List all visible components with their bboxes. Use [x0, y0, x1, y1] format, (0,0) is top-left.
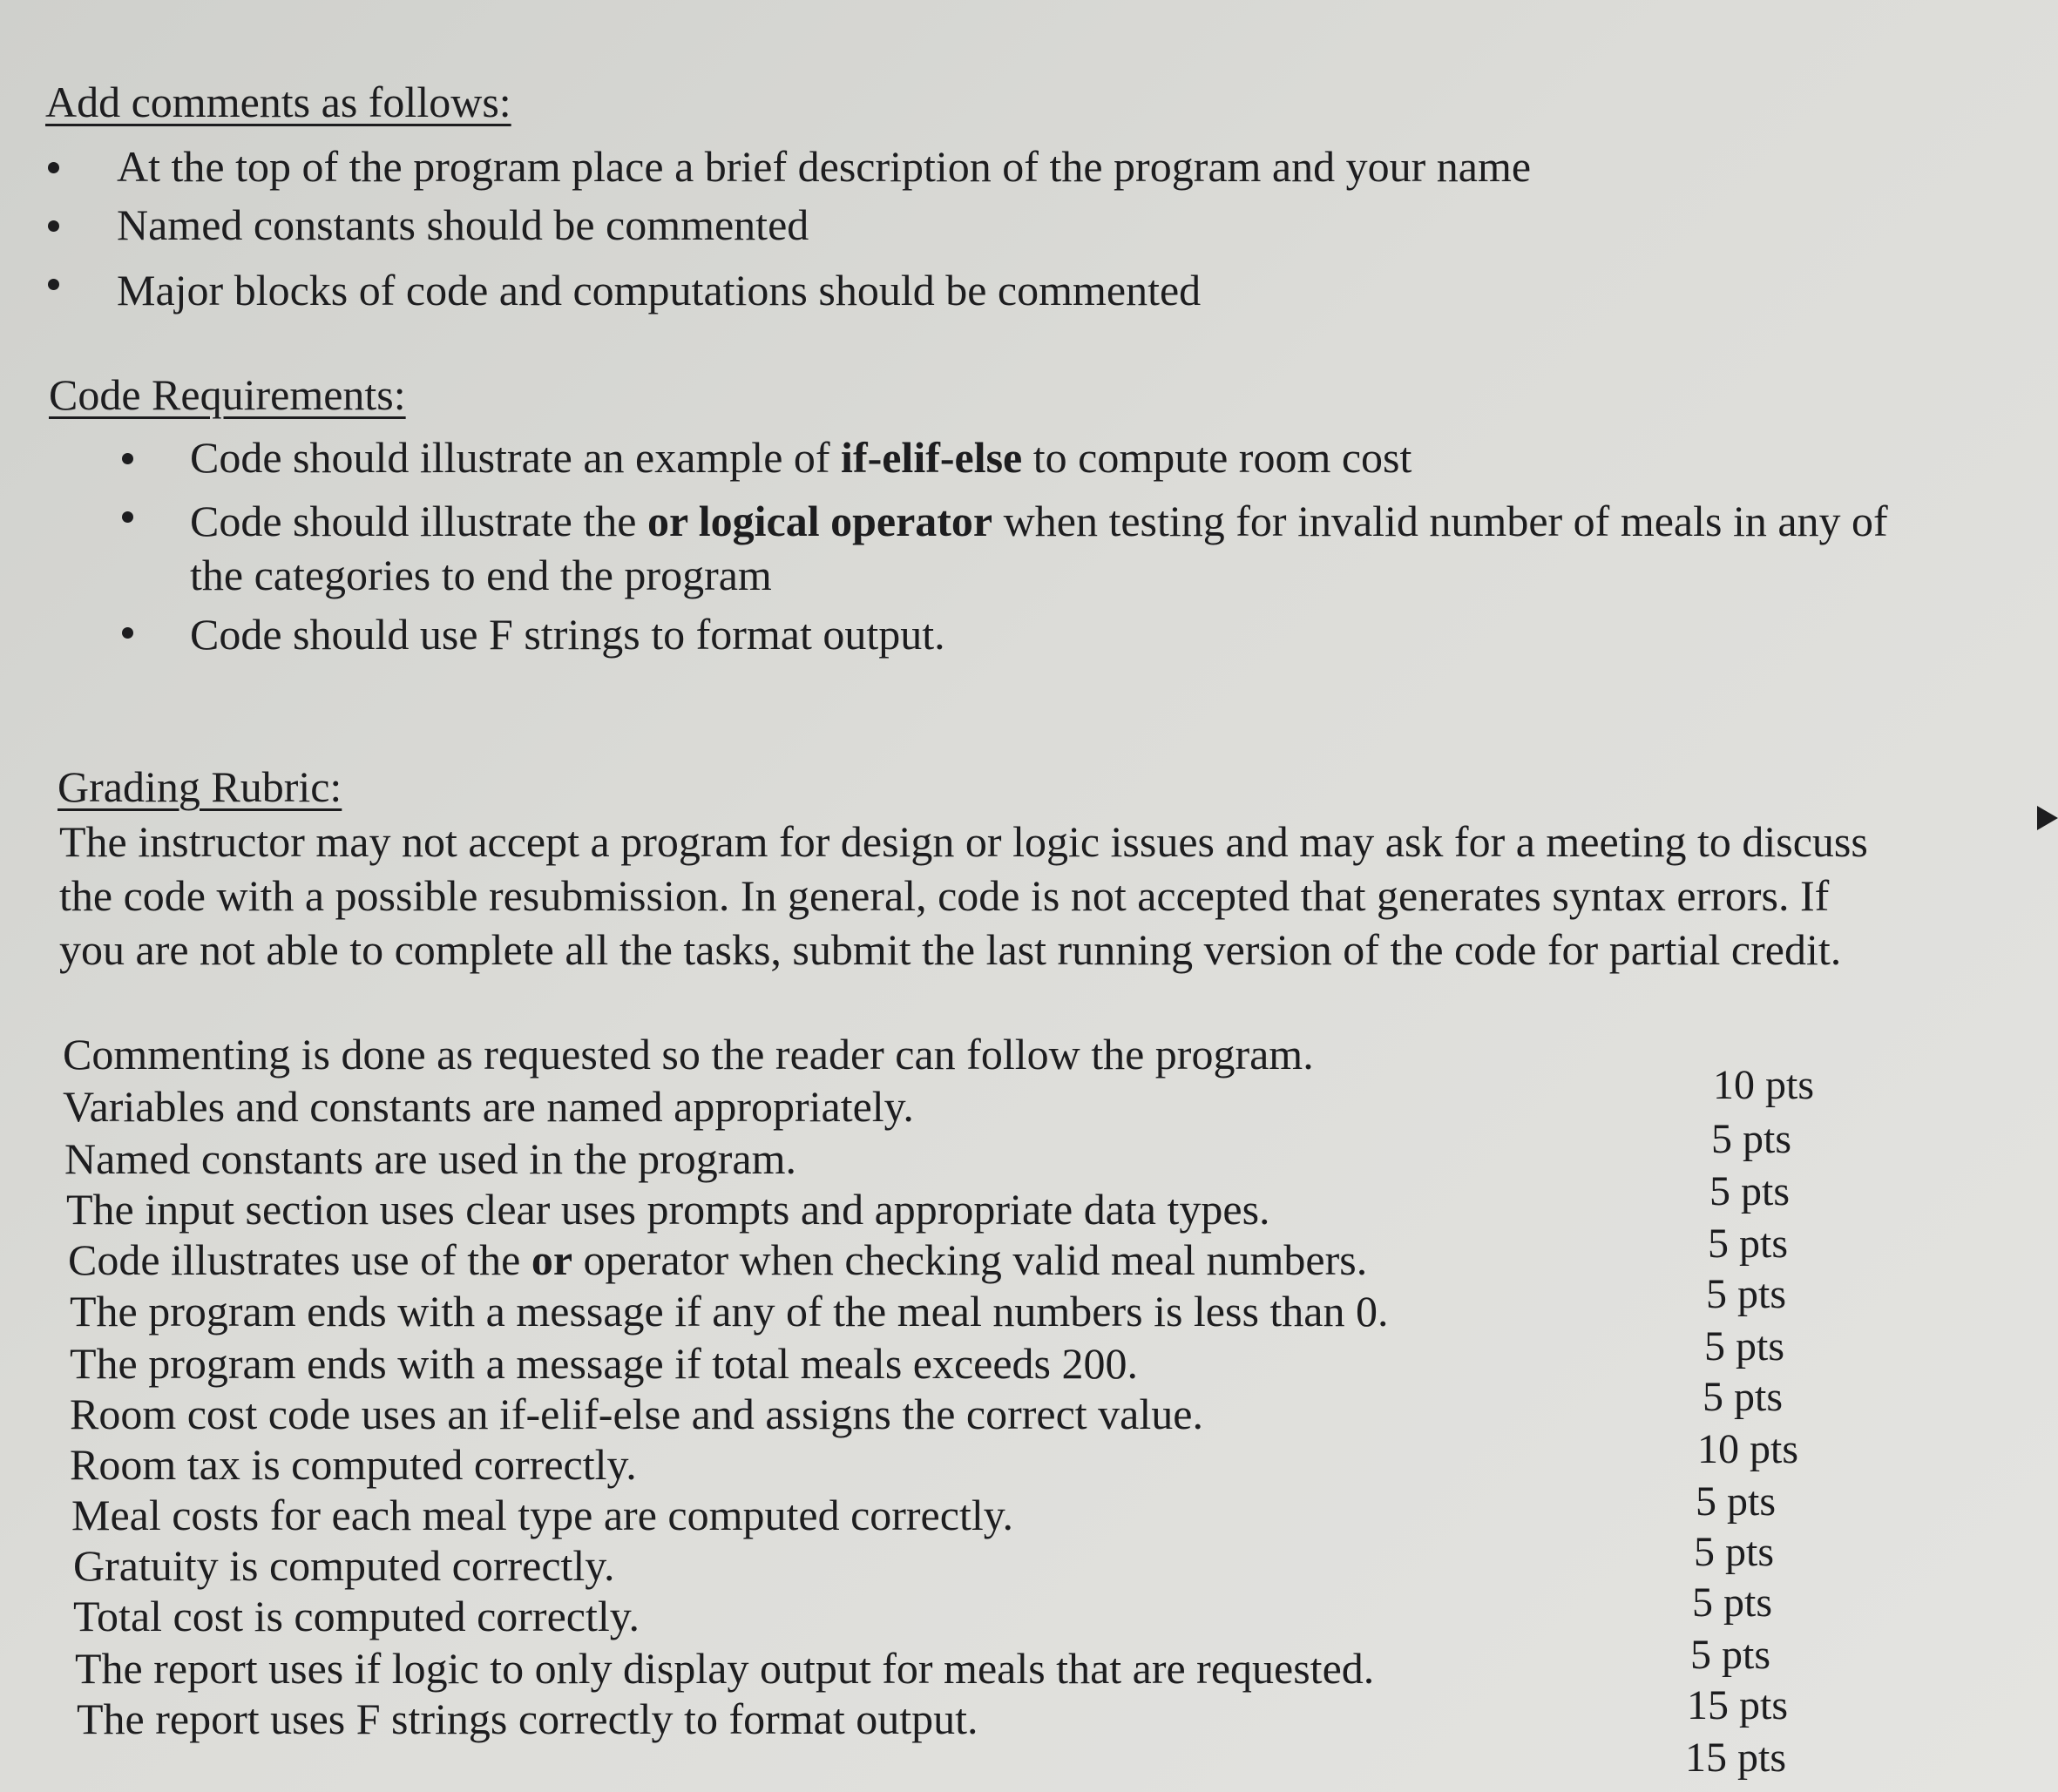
- bullet-icon: [122, 453, 133, 464]
- rubric-criterion: Gratuity is computed correctly.: [73, 1541, 615, 1590]
- rubric-criterion: Commenting is done as requested so the reader can follow the program.: [63, 1030, 1314, 1079]
- criterion-5-text-post: operator when checking valid meal numbers.: [572, 1235, 1368, 1284]
- bullet-icon: [48, 279, 59, 290]
- comments-heading: Add comments as follows:: [45, 78, 511, 126]
- bullet-icon: [122, 511, 133, 523]
- rubric-criterion: The program ends with a message if any of the meal numbers is less than 0.: [70, 1287, 1389, 1336]
- rubric-criterion: Variables and constants are named appropriately.: [63, 1082, 914, 1131]
- bullet-icon: [48, 220, 59, 232]
- rubric-criterion: Named constants are used in the program.: [64, 1134, 797, 1183]
- rubric-criterion-or-operator: [68, 1235, 1368, 1284]
- rubric-points: 5 pts: [1711, 1116, 1792, 1162]
- rubric-paragraph-line-1: The instructor may not accept a program for design or logic issues and may ask for a meeting to discuss: [59, 817, 1868, 866]
- rubric-points: 5 pts: [1706, 1271, 1787, 1317]
- bullet-icon: [48, 162, 59, 173]
- comment-item-3: Major blocks of code and computations should be commented: [117, 266, 1202, 314]
- rubric-points: 5 pts: [1704, 1323, 1785, 1369]
- rubric-criterion: Total cost is computed correctly.: [73, 1592, 640, 1640]
- rubric-criterion: The input section uses clear uses prompts and appropriate data types.: [66, 1185, 1270, 1234]
- rubric-points: 5 pts: [1709, 1168, 1791, 1214]
- comment-item-1: At the top of the program place a brief description of the program and your name: [117, 142, 1532, 191]
- requirement-item-2: [190, 499, 1888, 543]
- rubric-points: 10 pts: [1713, 1062, 1815, 1108]
- requirement-2-text-post: when testing for invalid number of meals in any of: [992, 497, 1888, 545]
- grading-rubric-heading: Grading Rubric:: [58, 762, 342, 811]
- rubric-criterion: The report uses if logic to only display output for meals that are requested.: [75, 1644, 1375, 1693]
- rubric-points: 10 pts: [1697, 1426, 1799, 1472]
- rubric-points: 15 pts: [1687, 1682, 1789, 1728]
- requirement-1-text-post: to compute room cost: [1022, 433, 1412, 482]
- rubric-criterion: Room tax is computed correctly.: [70, 1440, 637, 1489]
- code-requirements-heading: Code Requirements:: [49, 370, 406, 419]
- rubric-criterion: Room cost code uses an if-elif-else and assigns the correct value.: [70, 1390, 1203, 1438]
- rubric-criterion: Meal costs for each meal type are computed correctly.: [71, 1491, 1013, 1539]
- requirement-2-bold: or logical operator: [647, 497, 993, 545]
- rubric-points: 5 pts: [1703, 1374, 1784, 1420]
- rubric-points: 5 pts: [1692, 1579, 1773, 1626]
- rubric-points: 5 pts: [1690, 1632, 1771, 1678]
- rubric-points: 5 pts: [1708, 1221, 1789, 1267]
- rubric-points: 15 pts: [1685, 1735, 1787, 1781]
- criterion-5-text-pre: Code illustrates use of the: [68, 1235, 531, 1284]
- comment-item-2: Named constants should be commented: [117, 200, 809, 249]
- rubric-criterion: The program ends with a message if total meals exceeds 200.: [70, 1339, 1139, 1388]
- arrow-right-icon: [2037, 806, 2058, 830]
- rubric-points: 5 pts: [1696, 1478, 1777, 1525]
- rubric-paragraph-line-2: the code with a possible resubmission. In general, code is not accepted that generates syntax errors. If: [59, 871, 1830, 920]
- rubric-paragraph-line-3: you are not able to complete all the tasks, submit the last running version of the code for partial credit.: [59, 925, 1842, 974]
- requirement-1-bold: if-elif-else: [841, 433, 1023, 482]
- rubric-points: 5 pts: [1694, 1529, 1775, 1575]
- bullet-icon: [122, 627, 133, 639]
- requirement-item-3: Code should use F strings to format output.: [190, 610, 945, 659]
- requirement-1-text-pre: Code should illustrate an example of: [190, 433, 842, 482]
- requirement-item-1: [190, 433, 1412, 482]
- requirement-2-text-pre: Code should illustrate the: [190, 497, 647, 545]
- criterion-5-bold: or: [531, 1235, 573, 1284]
- rubric-paragraph: [59, 815, 2002, 977]
- rubric-criterion: The report uses F strings correctly to format output.: [77, 1694, 978, 1743]
- requirement-item-2-continued: the categories to end the program: [190, 551, 772, 599]
